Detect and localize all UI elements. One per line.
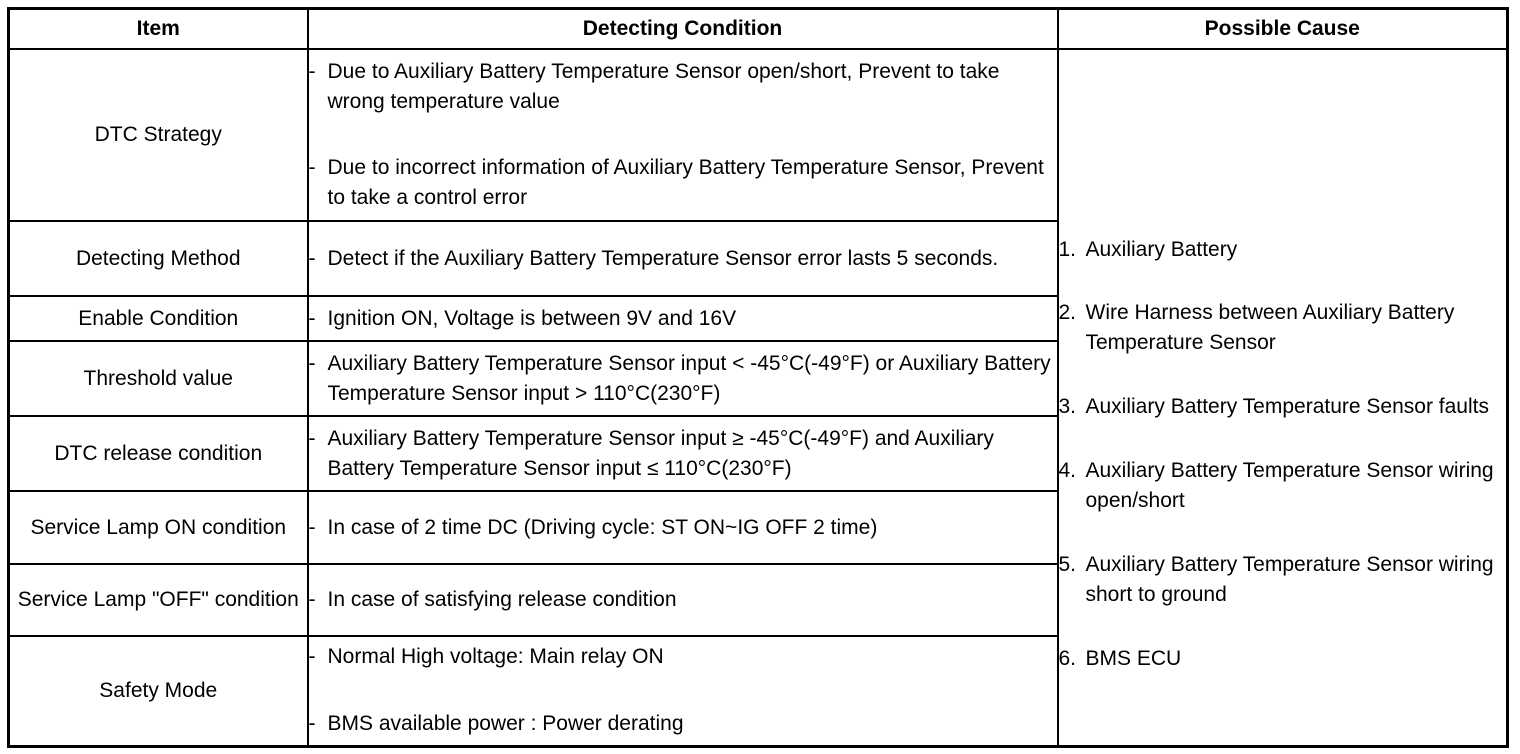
item-cell: Safety Mode xyxy=(9,636,308,746)
cause-list xyxy=(1059,235,1507,674)
bullet-dash: - xyxy=(308,645,316,669)
bullet-dash: - xyxy=(308,156,316,179)
cause-number: 3. xyxy=(1058,394,1077,418)
item-cell: Service Lamp ON condition xyxy=(9,491,308,564)
condition-cell xyxy=(308,491,1058,564)
condition-text: Auxiliary Battery Temperature Sensor input ≥ -45°C(-49°F) and Auxiliary Battery Temperature Sensor input ≤ 110°C(230°F) xyxy=(327,426,994,480)
condition-line xyxy=(309,57,1057,117)
condition-text: BMS available power : Power derating xyxy=(327,712,684,736)
cause-text: Auxiliary Battery xyxy=(1085,237,1238,261)
cause-number: 4. xyxy=(1058,458,1077,482)
cause-text: BMS ECU xyxy=(1085,646,1182,670)
item-cell: DTC release condition xyxy=(9,416,308,491)
cause-item xyxy=(1059,456,1507,516)
condition-cell xyxy=(308,296,1058,341)
condition-line xyxy=(309,244,1057,274)
item-cell: Detecting Method xyxy=(9,221,308,296)
cause-item xyxy=(1059,644,1507,674)
condition-line xyxy=(309,349,1057,409)
condition-line xyxy=(309,304,1057,334)
condition-line xyxy=(309,585,1057,615)
bullet-dash: - xyxy=(308,588,316,611)
cause-number: 2. xyxy=(1058,300,1077,324)
condition-text: Due to incorrect information of Auxiliary Battery Temperature Sensor, Prevent to take a control error xyxy=(327,156,1044,209)
condition-line xyxy=(309,424,1057,484)
condition-cell xyxy=(308,416,1058,491)
condition-text: Due to Auxiliary Battery Temperature Sensor open/short, Prevent to take wrong temperature value xyxy=(327,60,1000,113)
condition-text: Ignition ON, Voltage is between 9V and 16V xyxy=(327,306,737,330)
cause-item xyxy=(1059,298,1507,358)
bullet-dash: - xyxy=(308,351,316,375)
item-cell: DTC Strategy xyxy=(9,49,308,221)
bullet-dash: - xyxy=(308,306,316,330)
dtc-table xyxy=(7,7,1509,748)
condition-line xyxy=(309,153,1057,213)
condition-text: Auxiliary Battery Temperature Sensor input < -45°C(-49°F) or Auxiliary Battery Temperature Sensor input > 110°C(230°F) xyxy=(327,351,1051,405)
cause-text: Auxiliary Battery Temperature Sensor wiring short to ground xyxy=(1085,552,1494,606)
header-item: Item xyxy=(9,9,308,50)
cause-text: Auxiliary Battery Temperature Sensor faults xyxy=(1085,394,1489,418)
bullet-dash: - xyxy=(308,60,316,83)
cause-number: 1. xyxy=(1058,237,1077,261)
condition-cell xyxy=(308,221,1058,296)
bullet-dash: - xyxy=(308,712,316,736)
condition-line xyxy=(309,709,1057,739)
cause-item xyxy=(1059,550,1507,610)
cause-text: Wire Harness between Auxiliary Battery Temperature Sensor xyxy=(1085,300,1455,354)
cause-text: Auxiliary Battery Temperature Sensor wiring open/short xyxy=(1085,458,1494,512)
header-possible-cause: Possible Cause xyxy=(1058,9,1508,50)
condition-cell xyxy=(308,49,1058,221)
table-row xyxy=(9,49,1508,221)
bullet-dash: - xyxy=(308,246,316,270)
table-header-row xyxy=(9,9,1508,50)
header-detecting-condition: Detecting Condition xyxy=(308,9,1058,50)
item-cell: Enable Condition xyxy=(9,296,308,341)
cause-number: 5. xyxy=(1058,552,1077,576)
condition-text: In case of 2 time DC (Driving cycle: ST ON~IG OFF 2 time) xyxy=(327,515,878,539)
condition-line xyxy=(309,513,1057,543)
bullet-dash: - xyxy=(308,426,316,450)
condition-text: Normal High voltage: Main relay ON xyxy=(327,645,664,669)
condition-cell xyxy=(308,564,1058,636)
item-cell: Threshold value xyxy=(9,341,308,416)
condition-text: In case of satisfying release condition xyxy=(327,588,677,611)
condition-cell xyxy=(308,636,1058,746)
possible-cause-cell xyxy=(1058,49,1508,746)
bullet-dash: - xyxy=(308,515,316,539)
condition-line xyxy=(309,642,1057,672)
cause-item xyxy=(1059,392,1507,422)
cause-item xyxy=(1059,235,1507,265)
item-cell: Service Lamp "OFF" condition xyxy=(9,564,308,636)
condition-cell xyxy=(308,341,1058,416)
cause-number: 6. xyxy=(1058,646,1077,670)
condition-text: Detect if the Auxiliary Battery Temperature Sensor error lasts 5 seconds. xyxy=(327,246,999,270)
